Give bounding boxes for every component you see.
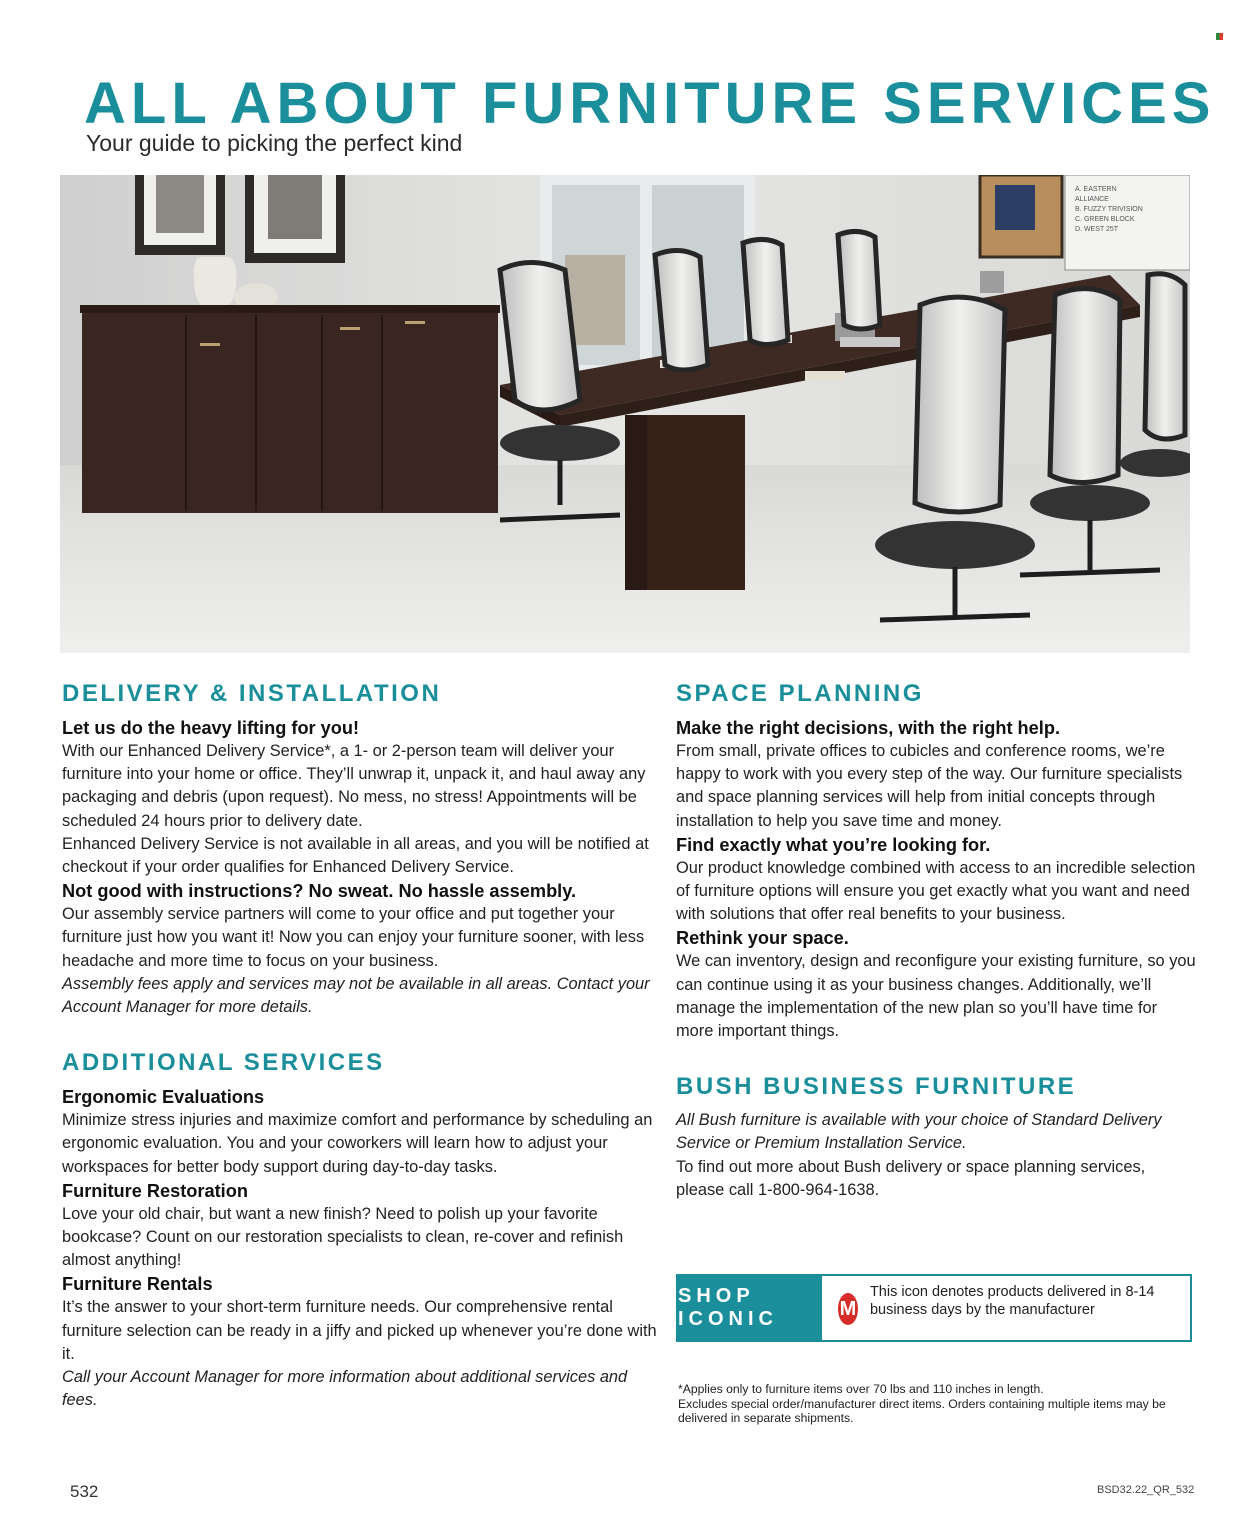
footnote bbox=[678, 1382, 1178, 1426]
footnote-line: Excludes special order/manufacturer direct items. Orders containing multiple items may be delivered in separate shipments. bbox=[678, 1396, 1166, 1425]
flag-icon bbox=[1216, 33, 1223, 40]
rentals-subheading: Furniture Rentals bbox=[62, 1274, 213, 1295]
manufacturer-icon-description: This icon denotes products delivered in 8-14 business days by the manufacturer bbox=[869, 1284, 1155, 1318]
restoration-paragraph: Love your old chair, but want a new finish? Need to polish up your favorite bookcase? Count on our restoration specialists to clean, re-cover and refinish almost anything! bbox=[62, 1204, 624, 1270]
left-column bbox=[62, 680, 662, 1412]
delivery-heading: DELIVERY & INSTALLATION bbox=[62, 680, 442, 707]
bush-paragraph: To find out more about Bush delivery or space planning services, please call 1-800-964-1638. bbox=[676, 1157, 1146, 1199]
hero-photo-conference-room bbox=[60, 175, 1190, 653]
restoration-subheading: Furniture Restoration bbox=[62, 1180, 248, 1201]
whiteboard-line: D. WEST 25T bbox=[1075, 226, 1119, 233]
delivery-subheading: Let us do the heavy lifting for you! bbox=[62, 718, 360, 738]
delivery-availability: Enhanced Delivery Service is not available in all areas, and you will be notified at checkout if your order qualifies for Enhanced Delivery Service. bbox=[62, 834, 649, 877]
bush-note: All Bush furniture is available with your choice of Standard Delivery Service or Premium Installation Service. bbox=[676, 1111, 1162, 1153]
manufacturer-m-icon: M bbox=[838, 1293, 858, 1325]
bush-heading: BUSH BUSINESS FURNITURE bbox=[676, 1073, 1077, 1101]
right-column bbox=[676, 680, 1196, 1202]
page-subtitle: Your guide to picking the perfect kind bbox=[86, 130, 463, 156]
assembly-note: Assembly fees apply and services may not be available in all areas. Contact your Account Manager for more details. bbox=[62, 974, 650, 1017]
footnote-line: *Applies only to furniture items over 70 lbs and 110 inches in length. bbox=[678, 1382, 1044, 1396]
delivery-paragraph: With our Enhanced Delivery Service*, a 1- or 2-person team will deliver your furniture into your home or office. They’ll unwrap it, unpack it, and haul away any packaging and debris (upon request). No mess, no stress! Appointments will be scheduled 24 hours prior to delivery date. bbox=[62, 742, 646, 830]
catalog-code: BSD32.22_QR_532 bbox=[1097, 1484, 1195, 1496]
ergonomic-paragraph: Minimize stress injuries and maximize comfort and performance by scheduling an ergonomic evaluation. You and your coworkers will learn how to adjust your workspaces for better body support during day-to-day tasks. bbox=[62, 1111, 653, 1176]
space-heading: SPACE PLANNING bbox=[676, 680, 924, 707]
rentals-paragraph: It’s the answer to your short-term furniture needs. Our comprehensive rental furniture selection can be ready in a jiffy and picked up whenever you’re done with it. bbox=[62, 1298, 657, 1363]
shop-iconic-button[interactable]: SHOP ICONIC bbox=[678, 1276, 822, 1340]
space-subheading-decisions: Make the right decisions, with the right help. bbox=[676, 718, 1060, 738]
additional-note: Call your Account Manager for more information about additional services and fees. bbox=[62, 1368, 628, 1410]
space-paragraph-find: Our product knowledge combined with access to an incredible selection of furniture options will ensure you get exactly what you want and need with solutions that offer real benefits to your business. bbox=[676, 858, 1196, 924]
space-paragraph-rethink: We can inventory, design and reconfigure your existing furniture, so you can continue using it as your business changes. Additionally, we’ll manage the implementation of the new plan so you’ll have time for more important things. bbox=[676, 952, 1196, 1041]
space-subheading-rethink: Rethink your space. bbox=[676, 928, 849, 949]
whiteboard-line: C. GREEN BLOCK bbox=[1075, 216, 1135, 223]
page-number: 532 bbox=[70, 1482, 99, 1501]
space-paragraph-decisions: From small, private offices to cubicles and conference rooms, we’re happy to work with you every step of the way. Our furniture specialists and space planning services will help from initial concepts through installation to help you save time and money. bbox=[676, 742, 1183, 830]
assembly-paragraph: Our assembly service partners will come to your office and put together your furniture just how you want it! Now you can enjoy your furniture sooner, with less headache and more time to focus on your business. bbox=[62, 905, 645, 970]
whiteboard-line: ALLIANCE bbox=[1075, 196, 1109, 203]
shop-iconic-banner bbox=[676, 1274, 1192, 1342]
assembly-subheading: Not good with instructions? No sweat. No hassle assembly. bbox=[62, 881, 577, 902]
ergonomic-subheading: Ergonomic Evaluations bbox=[62, 1087, 265, 1108]
space-subheading-find: Find exactly what you’re looking for. bbox=[676, 834, 991, 855]
whiteboard-line: B. FUZZY TRIVISION bbox=[1075, 206, 1143, 213]
whiteboard-line: A. EASTERN bbox=[1075, 186, 1117, 193]
additional-heading: ADDITIONAL SERVICES bbox=[62, 1049, 385, 1077]
page-title: ALL ABOUT FURNITURE SERVICES bbox=[84, 71, 1216, 136]
